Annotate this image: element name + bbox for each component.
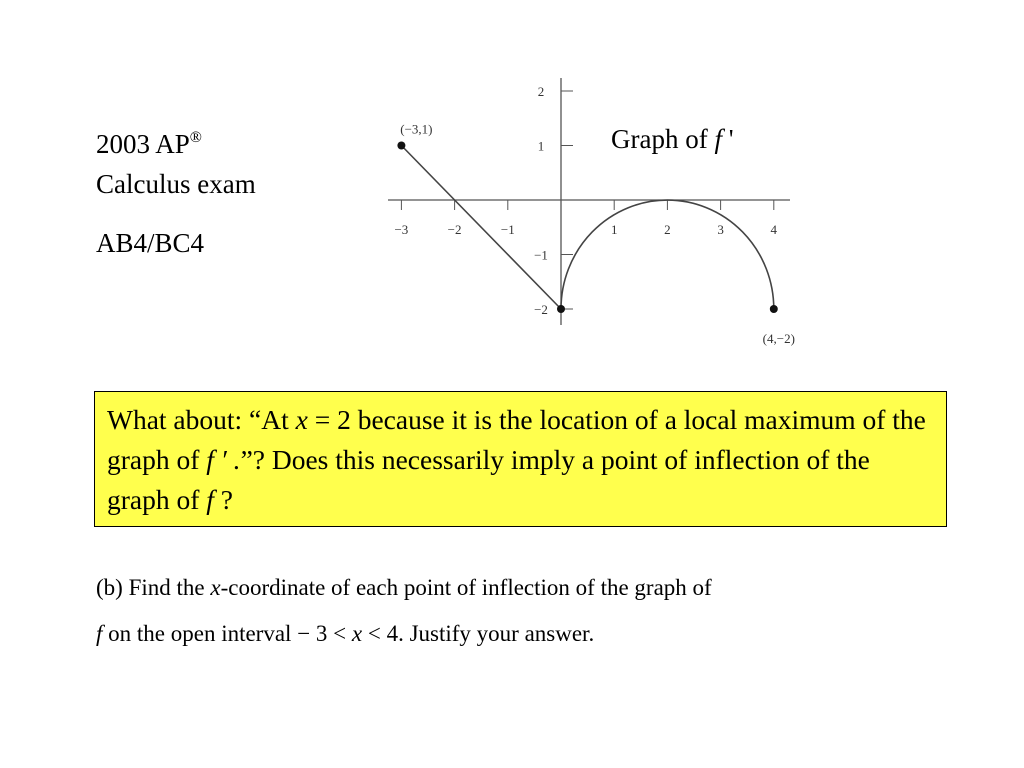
registered-mark: ® xyxy=(189,129,202,146)
endpoint-dot xyxy=(770,305,778,313)
question-line1: (b) Find the x-coordinate of each point of inflection of the graph of xyxy=(96,575,712,600)
derivative-graph xyxy=(0,0,1024,380)
exam-code: AB4/BC4 xyxy=(96,228,205,258)
x-tick-label: 3 xyxy=(717,222,724,237)
x-tick-label: 1 xyxy=(610,222,618,237)
x-tick-label: −1 xyxy=(500,222,515,237)
question-line2: f on the open interval − 3 < x < 4. Justify your answer. xyxy=(96,621,595,646)
y-tick-label: 2 xyxy=(537,84,545,99)
x-tick-label: 4 xyxy=(770,222,778,237)
y-tick-label: 1 xyxy=(537,138,545,154)
axes xyxy=(388,78,790,325)
x-tick-label: −3 xyxy=(394,222,409,237)
point-label-end: (4,−2) xyxy=(762,331,795,346)
exam-title-line2: Calculus exam xyxy=(96,169,256,199)
endpoint-dot xyxy=(557,305,565,313)
x-tick-label: 2 xyxy=(664,222,671,237)
endpoint-dot xyxy=(397,142,405,150)
y-tick-label: −2 xyxy=(534,302,548,317)
graph-caption: Graph of f ' xyxy=(611,124,734,154)
tick-labels xyxy=(394,84,794,346)
x-tick-label: −2 xyxy=(447,222,462,237)
line-segment xyxy=(401,146,561,310)
y-tick-label: −1 xyxy=(534,247,548,263)
semicircle-arc xyxy=(561,200,774,309)
question-b xyxy=(96,565,712,657)
callout-box: What about: “At x = 2 because it is the location of a local maximum of the graph of f ′ .”? Does this necessarily imply a point of inflection of the graph of f ? xyxy=(94,391,947,527)
point-label-start: (−3,1) xyxy=(400,121,433,137)
exam-title-line1: 2003 AP® xyxy=(96,129,202,159)
